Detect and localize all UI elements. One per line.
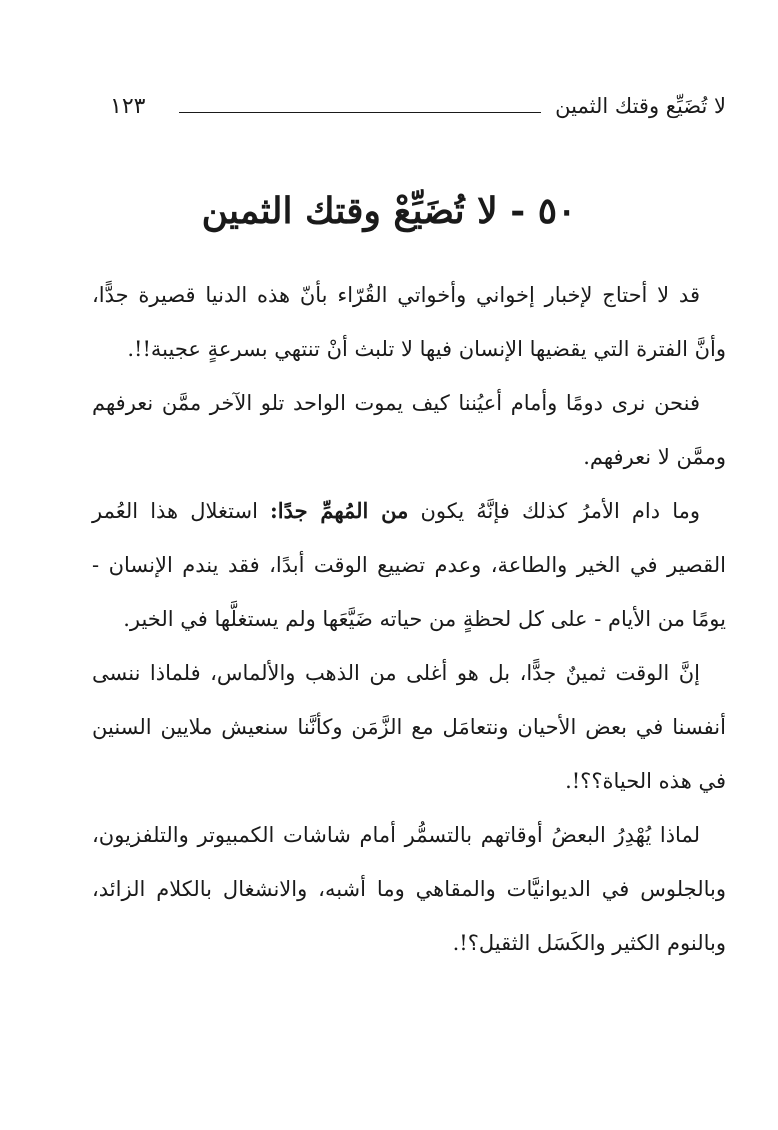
running-header — [110, 88, 726, 124]
body-text — [92, 268, 726, 970]
page-number: ١٢٣ — [110, 93, 146, 119]
paragraph: فنحن نرى دومًا وأمام أعيُننا كيف يموت الواحد تلو الآخر ممَّن نعرفهم وممَّن لا نعرفهم. — [92, 391, 726, 469]
paragraph — [92, 484, 726, 646]
chapter-title: ٥٠ - لا تُضَيِّعْ وقتك الثمين — [201, 190, 577, 232]
paragraph-text: وما دام الأمرُ كذلك فإنَّهُ يكون — [420, 499, 700, 523]
paragraph: لماذا يُهْدِرُ البعضُ أوقاتهم بالتسمُّر أمام شاشات الكمبيوتر والتلفزيون، وبالجلوس في الديوانيَّات والمقاهي وما أشبه، والانشغال بالكلام الزائد، وبالنوم الكثير والكَسَل الثقيل؟!. — [92, 823, 726, 955]
paragraph: قد لا أحتاج لإخبار إخواني وأخواتي القُرّاء بأنّ هذه الدنيا قصيرة جدًّا، وأنَّ الفترة التي يقضيها الإنسان فيها لا تلبث أنْ تنتهي بسرعةٍ عجيبة!!. — [92, 283, 726, 361]
paragraph-text: استغلال هذا العُمر القصير في الخير والطاعة، وعدم تضييع الوقت أبدًا، فقد يندم الإنسان - يومًا من الأيام - على كل لحظةٍ من حياته ضَيَّعَها ولم يستغلَّها في الخير. — [92, 499, 726, 631]
paragraph: إنَّ الوقت ثمينٌ جدًّا، بل هو أغلى من الذهب والألماس، فلماذا ننسى أنفسنا في بعض الأحيان ونتعامَل مع الزَّمَن وكأنَّنا سنعيش ملايين السنين في هذه الحياة؟؟!. — [92, 661, 726, 793]
header-rule — [179, 112, 541, 113]
running-title: لا تُضَيِّع وقتك الثمين — [555, 94, 726, 118]
emphasized-phrase: من المُهمِّ جدًا: — [270, 498, 409, 523]
